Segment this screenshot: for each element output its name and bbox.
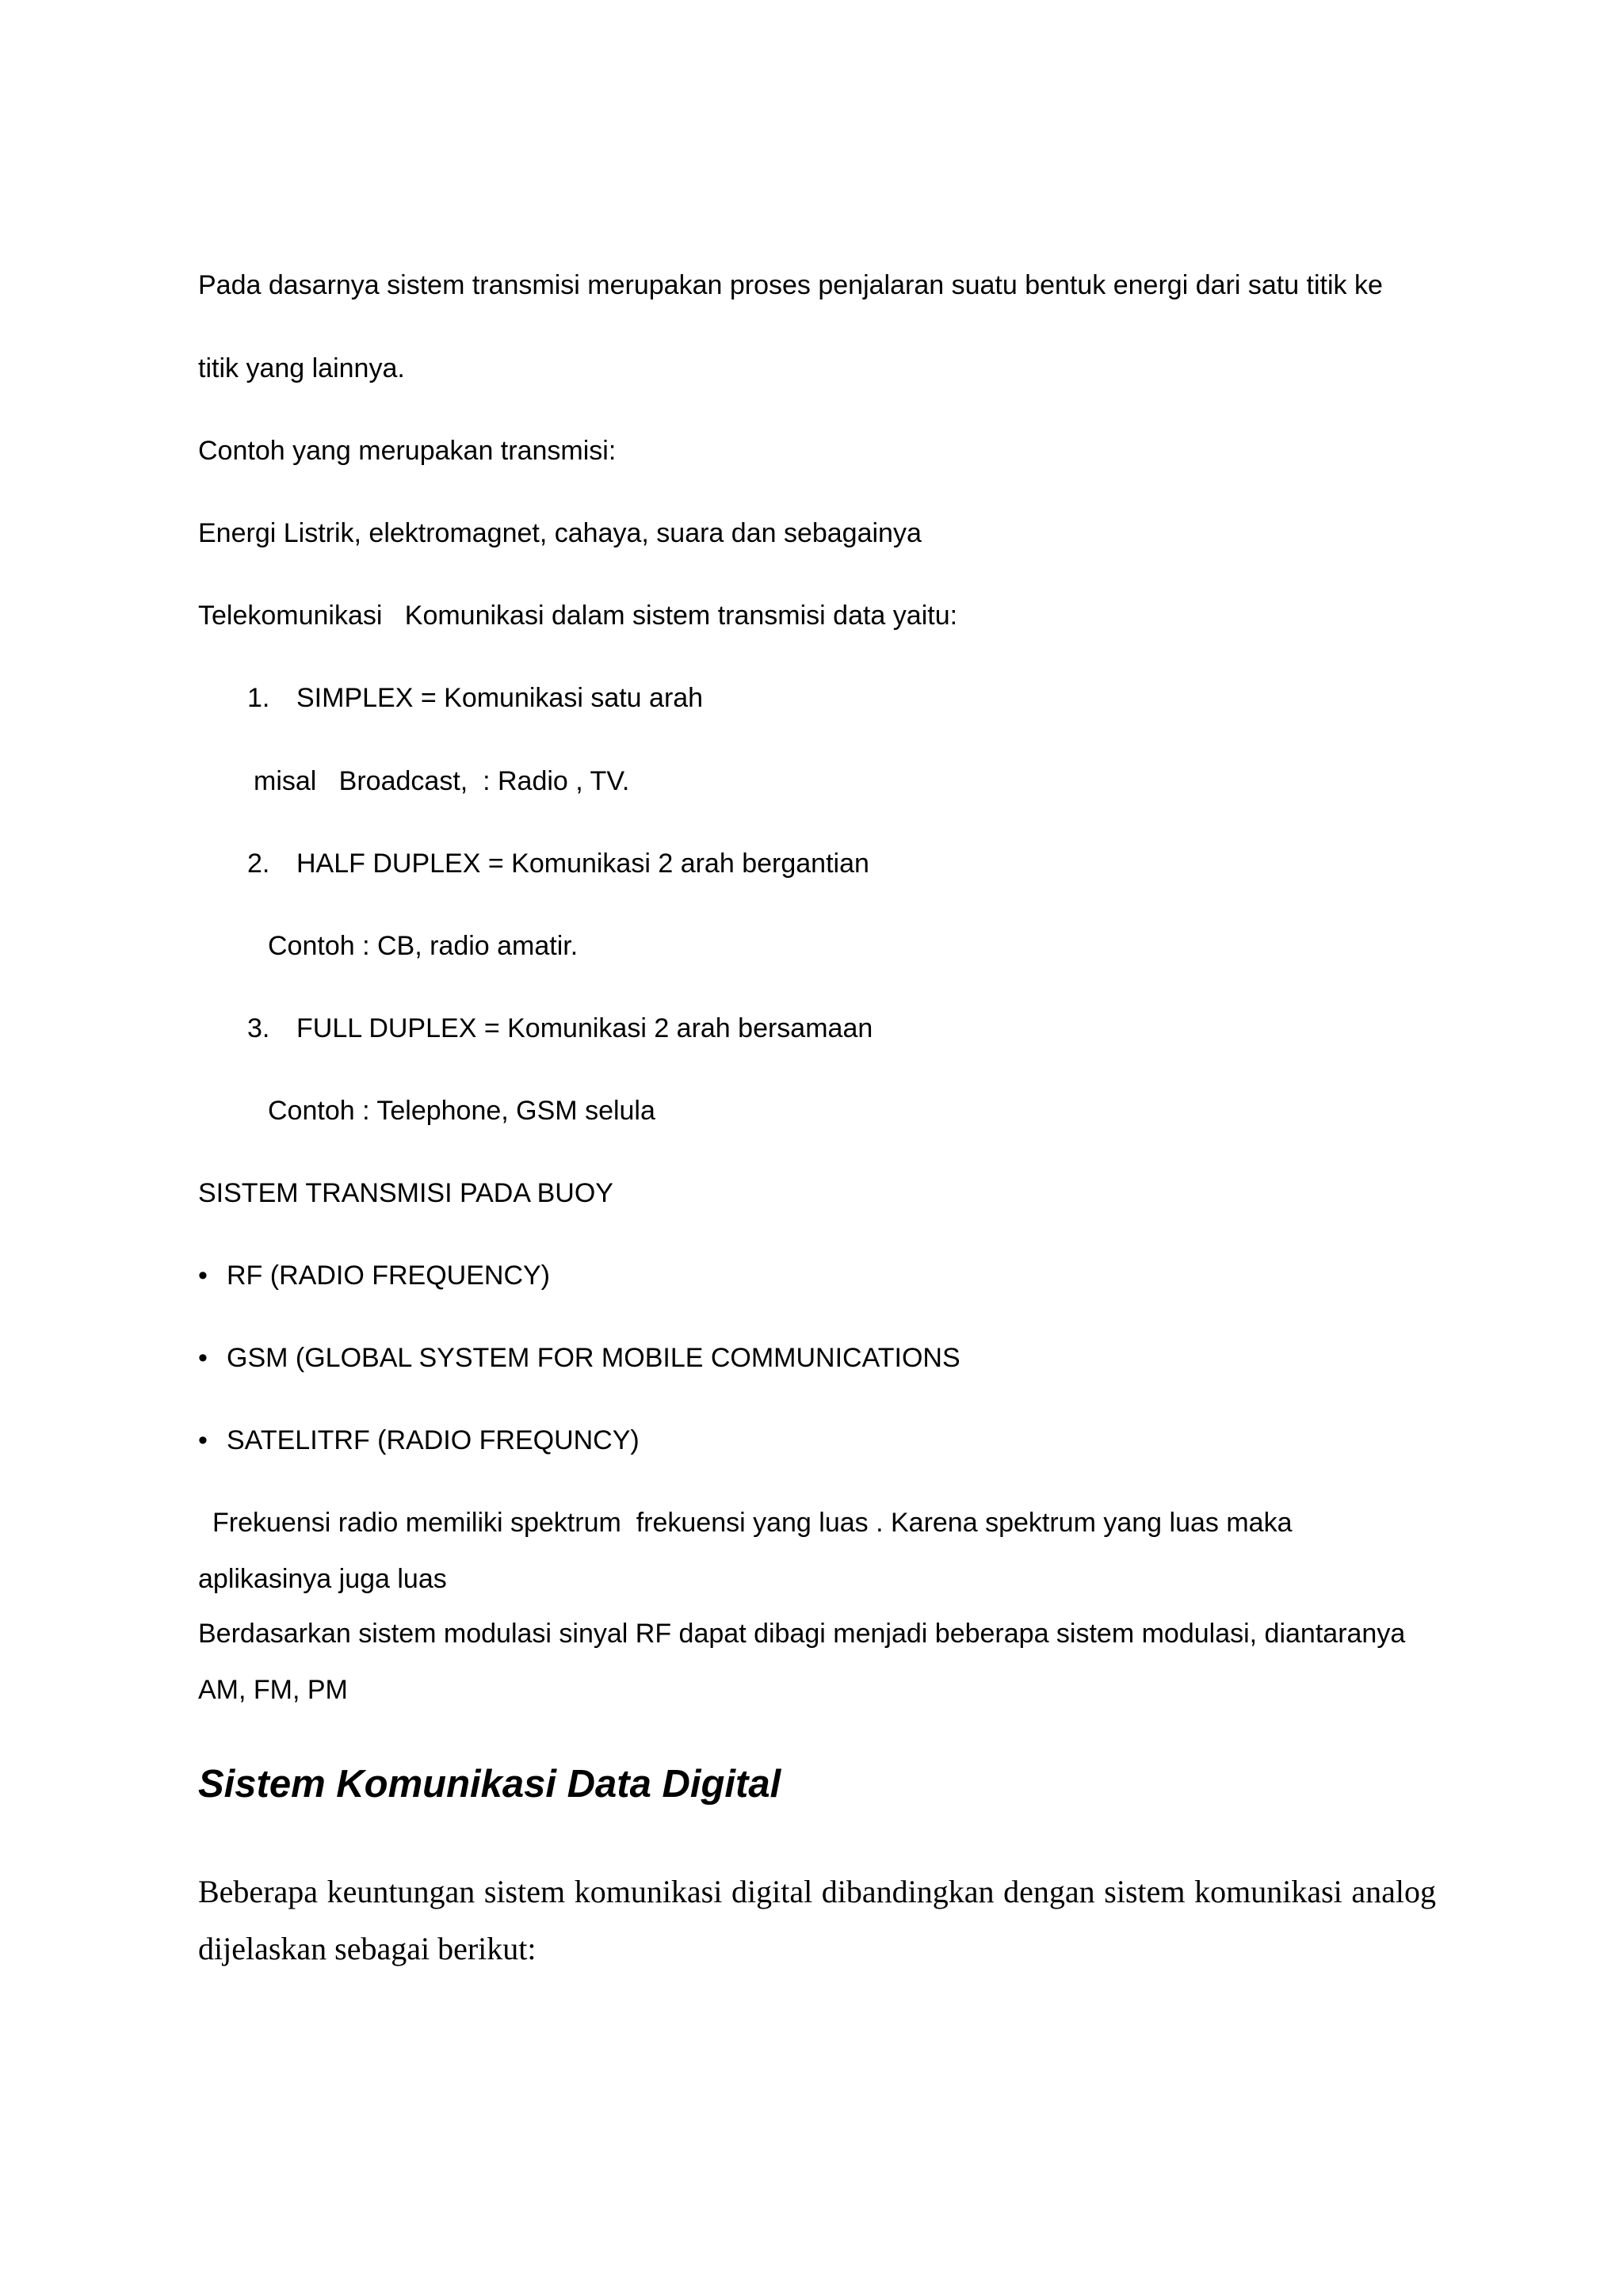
buoy-list-item — [198, 1342, 960, 1374]
mode-number-2: 2. — [247, 849, 270, 879]
examples-title: Contoh yang merupakan transmisi: — [198, 436, 617, 466]
rf-paragraph-line-1: Frekuensi radio memiliki spektrum frekuensi yang luas . Karena spektrum yang luas maka — [212, 1508, 1293, 1538]
buoy-list-item — [198, 1260, 550, 1291]
mode-label-full-duplex: FULL DUPLEX = Komunikasi 2 arah bersamaan — [296, 1013, 873, 1043]
mode-example-half-duplex: Contoh : CB, radio amatir. — [268, 931, 579, 961]
mode-label-half-duplex: HALF DUPLEX = Komunikasi 2 arah bergantian — [296, 849, 869, 879]
mode-example-simplex: misal Broadcast, : Radio , TV. — [254, 766, 630, 796]
rf-paragraph-line-2: aplikasinya juga luas — [198, 1564, 447, 1594]
telecom-line: Telekomunikasi Komunikasi dalam sistem transmisi data yaitu: — [198, 601, 958, 631]
buoy-section-title: SISTEM TRANSMISI PADA BUOY — [198, 1178, 613, 1208]
buoy-item-gsm: GSM (GLOBAL SYSTEM FOR MOBILE COMMUNICATIONS — [227, 1343, 960, 1373]
mode-example-full-duplex: Contoh : Telephone, GSM selula — [268, 1096, 655, 1126]
section-paragraph: Beberapa keuntungan sistem komunikasi digital dibandingkan dengan sistem komunikasi analog dijelaskan sebagai berikut: — [198, 1874, 1436, 1966]
mode-label-simplex: SIMPLEX = Komunikasi satu arah — [296, 683, 704, 713]
modulation-paragraph-line-2: AM, FM, PM — [198, 1675, 348, 1705]
mode-number-3: 3. — [247, 1013, 270, 1043]
bullet-icon: • — [198, 1261, 208, 1291]
section-heading: Sistem Komunikasi Data Digital — [198, 1763, 781, 1806]
bullet-icon: • — [198, 1343, 208, 1373]
buoy-item-rf: RF (RADIO FREQUENCY) — [227, 1261, 550, 1291]
examples-list: Energi Listrik, elektromagnet, cahaya, suara dan sebagainya — [198, 518, 922, 548]
intro-paragraph-line-1: Pada dasarnya sistem transmisi merupakan proses penjalaran suatu bentuk energi dari satu titik ke — [198, 270, 1383, 300]
modulation-paragraph-line-1: Berdasarkan sistem modulasi sinyal RF dapat dibagi menjadi beberapa sistem modulasi, diantaranya — [198, 1619, 1406, 1649]
buoy-item-satellite: SATELITRF (RADIO FREQUNCY) — [227, 1425, 640, 1455]
intro-paragraph-line-2: titik yang lainnya. — [198, 353, 405, 383]
buoy-list-item — [198, 1425, 640, 1456]
mode-number-1: 1. — [247, 683, 270, 713]
bullet-icon: • — [198, 1425, 208, 1455]
